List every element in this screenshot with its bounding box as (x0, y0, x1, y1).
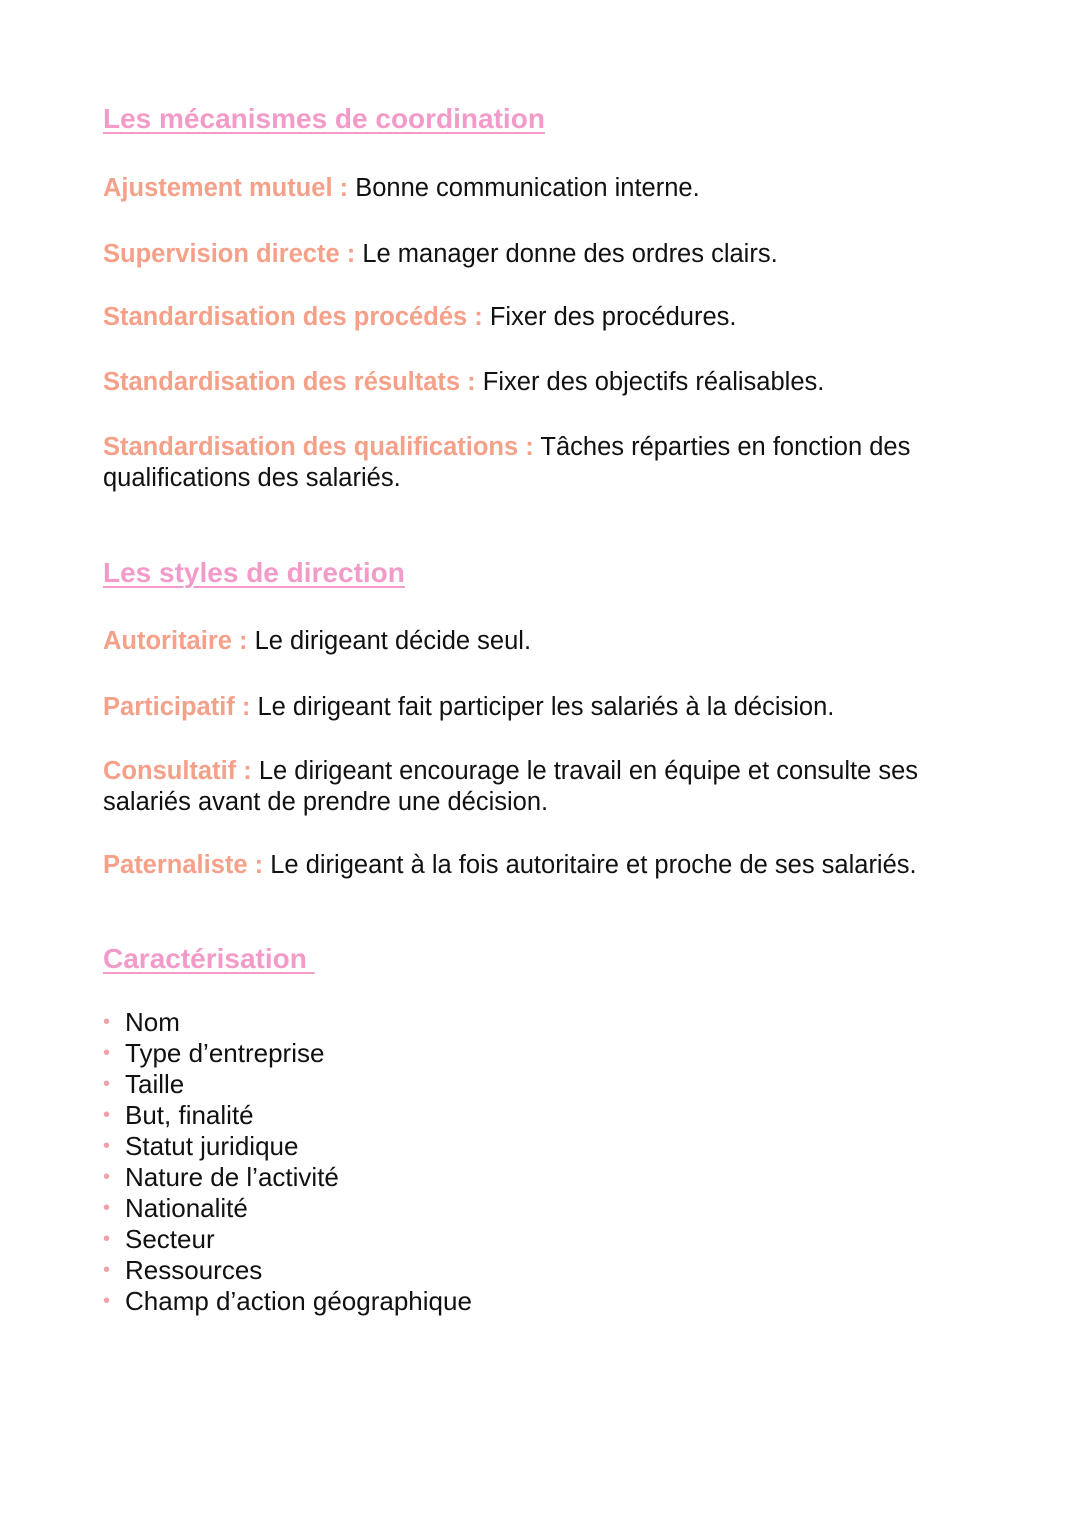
section-heading-coordination: Les mécanismes de coordination (103, 103, 545, 134)
entry (103, 692, 1003, 723)
entry (103, 302, 1003, 333)
bullet-icon: • (103, 1135, 111, 1157)
entry-text: Fixer des objectifs réalisables. (482, 368, 825, 396)
entry-term: Supervision directe : (103, 240, 356, 268)
entry-text: Le dirigeant décide seul. (254, 627, 532, 655)
list-item (103, 1162, 472, 1193)
list-item-text: Type d’entreprise (125, 1038, 325, 1068)
bullet-icon: • (103, 1290, 111, 1312)
bullet-icon: • (103, 1197, 111, 1219)
list-item (103, 1007, 472, 1038)
list-item-text: Nature de l’activité (125, 1162, 339, 1192)
list-item-text: But, finalité (125, 1100, 254, 1130)
list-item-text: Champ d’action géographique (125, 1286, 472, 1316)
entry-term: Autoritaire : (103, 627, 248, 655)
entry (103, 850, 1023, 881)
bullet-icon: • (103, 1259, 111, 1281)
list-item (103, 1286, 472, 1317)
bullet-icon: • (103, 1228, 111, 1250)
bullet-icon: • (103, 1073, 111, 1095)
entry (103, 367, 1003, 398)
list-item-text: Taille (125, 1069, 185, 1099)
entry-text: Le dirigeant encourage le travail en équipe et consulte ses salariés avant de prendre une décision. (103, 757, 919, 816)
entry-term: Paternaliste : (103, 851, 264, 879)
list-item (103, 1038, 472, 1069)
section-heading-styles: Les styles de direction (103, 557, 405, 588)
entry-text: Le dirigeant fait participer les salariés à la décision. (257, 693, 835, 721)
list-item-text: Secteur (125, 1224, 215, 1254)
entry (103, 239, 1003, 270)
list-item (103, 1100, 472, 1131)
entry-text: Le dirigeant à la fois autoritaire et proche de ses salariés. (270, 851, 917, 879)
list-item (103, 1069, 472, 1100)
entry-text: Le manager donne des ordres clairs. (362, 240, 778, 268)
bullet-icon: • (103, 1042, 111, 1064)
list-item-text: Statut juridique (125, 1131, 299, 1161)
bullet-icon: • (103, 1011, 111, 1033)
entry (103, 756, 993, 818)
section-heading-caracterisation: Caractérisation (103, 943, 315, 974)
entry-term: Standardisation des qualifications : (103, 433, 534, 461)
entry-text: Bonne communication interne. (355, 174, 700, 202)
list-item-text: Nom (125, 1007, 180, 1037)
entry-term: Standardisation des procédés : (103, 303, 483, 331)
list-item (103, 1193, 472, 1224)
entry-term: Participatif : (103, 693, 251, 721)
entry (103, 626, 1003, 657)
entry-term: Ajustement mutuel : (103, 174, 349, 202)
entry (103, 173, 1003, 204)
list-item (103, 1224, 472, 1255)
entry-term: Consultatif : (103, 757, 252, 785)
list-item-text: Ressources (125, 1255, 263, 1285)
caracterisation-list (103, 1007, 472, 1317)
list-item (103, 1255, 472, 1286)
list-item-text: Nationalité (125, 1193, 248, 1223)
entry (103, 432, 983, 494)
entry-text: Fixer des procédures. (489, 303, 737, 331)
entry-term: Standardisation des résultats : (103, 368, 476, 396)
bullet-icon: • (103, 1104, 111, 1126)
bullet-icon: • (103, 1166, 111, 1188)
list-item (103, 1131, 472, 1162)
entry-text: Tâches réparties en fonction des qualifications des salariés. (103, 433, 911, 492)
